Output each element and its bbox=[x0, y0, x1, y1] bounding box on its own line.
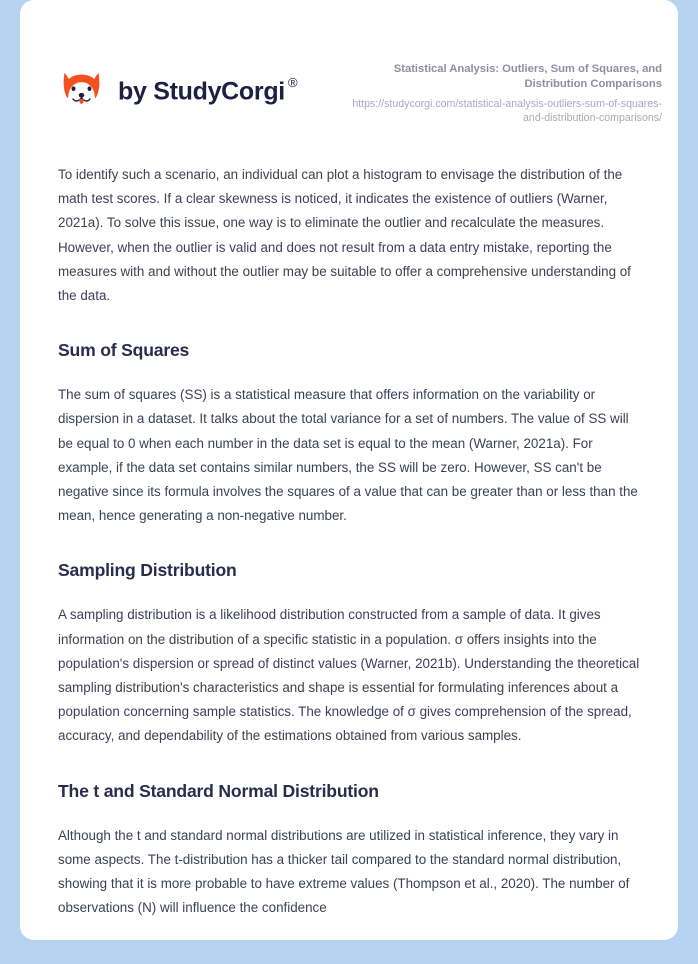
document-header bbox=[20, 0, 678, 125]
brand-name bbox=[118, 74, 298, 106]
paragraph-sum-of-squares: The sum of squares (SS) is a statistical measure that offers information on the variability or dispersion in a dataset. It talks about the total variance for a set of numbers. The value of SS will be equal to 0 when each number in the data set is equal to the mean (Warner, 2021a). For example, if the data set contains similar numbers, the SS will be zero. However, SS can't be negative since its formula involves the squares of a value that can be greater than or less than the mean, hence generating a non-negative number. bbox=[58, 387, 638, 524]
header-meta bbox=[332, 58, 662, 125]
document-body bbox=[20, 163, 678, 920]
heading-sum-of-squares: Sum of Squares bbox=[58, 340, 190, 361]
brand-name-label: by StudyCorgi bbox=[118, 77, 285, 106]
paragraph-intro: To identify such a scenario, an individual can plot a histogram to envisage the distribution of the math test scores. If a clear skewness is noticed, it indicates the existence of outliers (Warner, 2021a). To solve this issue, one way is to eliminate the outlier and recalculate the measures. However, when the outlier is valid and does not result from a data entry mistake, reporting the measures with and without the outlier may be suitable to offer a comprehensive understanding of the data. bbox=[58, 166, 631, 303]
paragraph-t-and-standard-normal-distribution: Although the t and standard normal distributions are utilized in statistical inference, they vary in some aspects. The t-distribution has a thicker tail compared to the standard normal distribution, showing that it is more probable to have extreme values (Thompson et al., 2020). The number of observations (N) will influence the confidence bbox=[58, 827, 630, 916]
heading-t-and-standard-normal-distribution: The t and Standard Normal Distribution bbox=[58, 780, 379, 801]
paragraph-sampling-distribution: A sampling distribution is a likelihood distribution constructed from a sample of data. It gives information on the distribution of a specific statistic in a population. σ offers insights into the population's dispersion or spread of distinct values (Warner, 2021b). Understanding the theoretical sampling distribution's characteristics and shape is essential for formulating inferences about a population concerning sample statistics. The knowledge of σ gives comprehension of the spread, accuracy, and dependability of the estimations obtained from various samples. bbox=[58, 607, 640, 744]
brand-logo-group bbox=[58, 58, 297, 115]
corgi-face-icon bbox=[58, 68, 105, 115]
page-title: Statistical Analysis: Outliers, Sum of Squares, and Distribution Comparisons bbox=[393, 63, 662, 90]
registered-trademark-icon: ® bbox=[287, 74, 298, 90]
page-url[interactable]: https://studycorgi.com/statistical-analysis-outliers-sum-of-squares-and-distribution-comparisons/ bbox=[352, 97, 662, 124]
heading-sampling-distribution: Sampling Distribution bbox=[58, 560, 237, 581]
document-page-card bbox=[20, 0, 678, 940]
